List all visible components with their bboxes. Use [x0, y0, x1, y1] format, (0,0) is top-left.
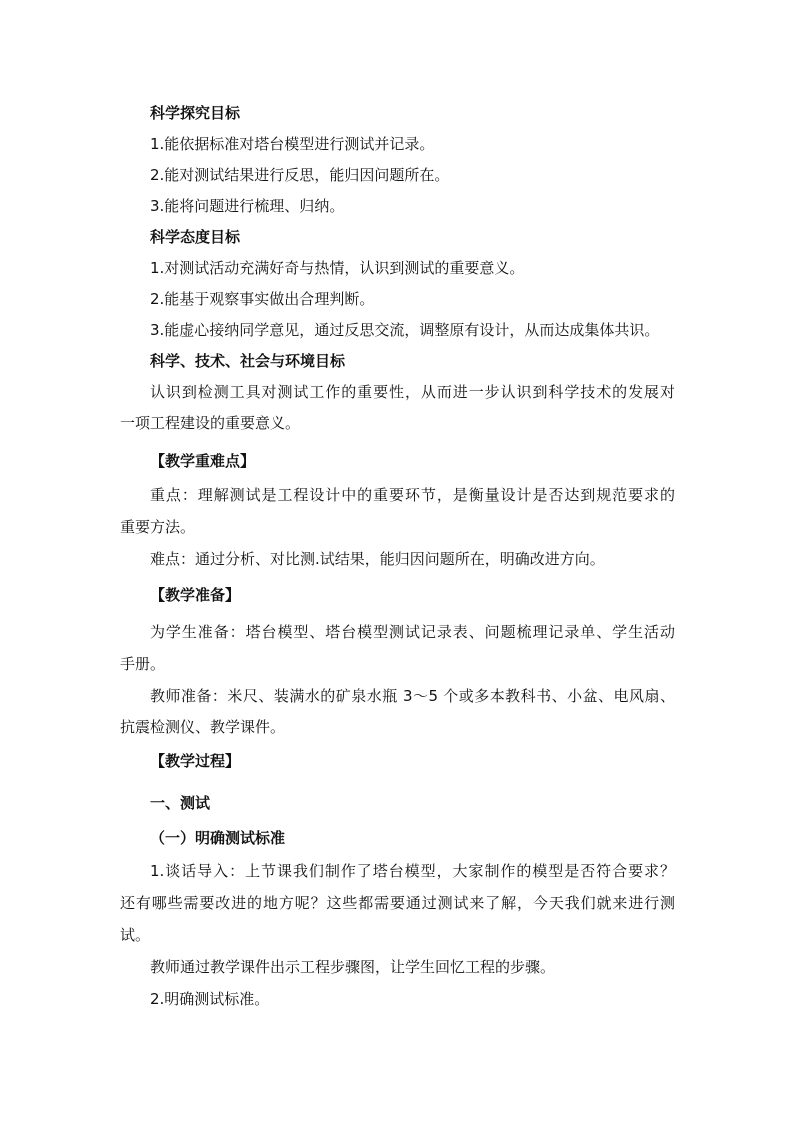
key-points-heading: 【教学重难点】 — [150, 452, 256, 470]
teacher-prep-line: 抗震检测仪、教学课件。 — [120, 718, 286, 736]
key-point-line: 重点：理解测试是工程设计中的重要环节，是衡量设计是否达到规范要求的 — [150, 486, 675, 504]
stse-paragraph-line: 认识到检测工具对测试工作的重要性，从而进一步认识到科学技术的发展对 — [150, 383, 675, 401]
inquiry-item: 2.能对测试结果进行反思，能归因问题所在。 — [150, 166, 450, 184]
intro-line: 试。 — [120, 926, 151, 944]
stse-heading: 科学、技术、社会与环境目标 — [150, 352, 346, 370]
teacher-prep-line: 教师准备：米尺、装满水的矿泉水瓶 3～5 个或多本教科书、小盆、电风扇、 — [150, 687, 675, 705]
intro-line: 1.谈话导入：上节课我们制作了塔台模型，大家制作的模型是否符合要求？ — [150, 862, 675, 880]
attitude-item: 2.能基于观察事实做出合理判断。 — [150, 290, 375, 308]
key-point-line: 重要方法。 — [120, 518, 196, 536]
student-prep-line: 手册。 — [120, 655, 166, 673]
teacher-action: 教师通过教学课件出示工程步骤图，让学生回忆工程的步骤。 — [150, 958, 556, 976]
intro-line: 还有哪些需要改进的地方呢？这些都需要通过测试来了解，今天我们就来进行测 — [120, 894, 675, 912]
preparation-heading: 【教学准备】 — [150, 586, 241, 604]
attitude-heading: 科学态度目标 — [150, 228, 241, 246]
process-part-title: 一、测试 — [150, 794, 211, 812]
process-sub-title: （一）明确测试标准 — [150, 829, 286, 847]
step-item: 2.明确测试标准。 — [150, 990, 270, 1008]
inquiry-item: 3.能将问题进行梳理、归纳。 — [150, 197, 345, 215]
process-heading: 【教学过程】 — [150, 752, 241, 770]
student-prep-line: 为学生准备：塔台模型、塔台模型测试记录表、问题梳理记录单、学生活动 — [150, 623, 675, 641]
stse-paragraph-line: 一项工程建设的重要意义。 — [120, 414, 301, 432]
attitude-item: 3.能虚心接纳同学意见，通过反思交流，调整原有设计，从而达成集体共识。 — [150, 321, 660, 339]
inquiry-heading: 科学探究目标 — [150, 104, 241, 122]
difficult-point: 难点：通过分析、对比测.试结果，能归因问题所在，明确改进方向。 — [150, 550, 605, 568]
inquiry-item: 1.能依据标准对塔台模型进行测试并记录。 — [150, 135, 435, 153]
attitude-item: 1.对测试活动充满好奇与热情，认识到测试的重要意义。 — [150, 259, 525, 277]
